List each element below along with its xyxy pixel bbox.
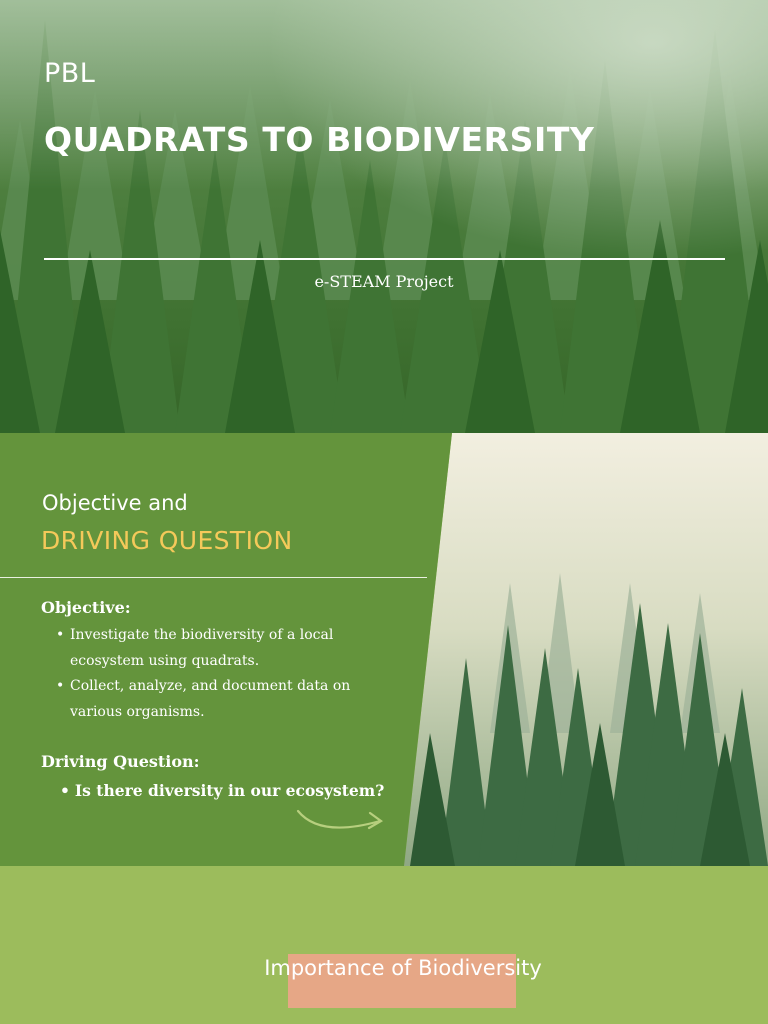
section-title: Importance of Biodiversity (264, 956, 542, 980)
biodiversity-band (0, 866, 768, 1024)
section-divider (0, 577, 427, 578)
project-subtitle: e-STEAM Project (314, 272, 454, 291)
project-tag: PBL (44, 58, 96, 89)
objective-section (0, 433, 768, 866)
objective-item: • Investigate the biodiversity of a local ecosystem using quadrats. (56, 623, 356, 674)
objective-list (56, 623, 356, 725)
hero-banner (0, 0, 768, 433)
section-lead: Objective and (42, 491, 188, 515)
objective-item: • Collect, analyze, and document data on various organisms. (56, 674, 356, 725)
forest-background-image (0, 0, 768, 433)
section-heading: DRIVING QUESTION (41, 526, 293, 555)
driving-question (60, 781, 384, 800)
bullet-icon: • (60, 781, 70, 800)
title-divider (44, 258, 725, 260)
driving-question-label: Driving Question: (41, 752, 200, 771)
objective-label: Objective: (41, 598, 131, 617)
page-title: QUADRATS TO BIODIVERSITY (44, 120, 595, 159)
driving-question-text: Is there diversity in our ecosystem? (74, 781, 385, 800)
